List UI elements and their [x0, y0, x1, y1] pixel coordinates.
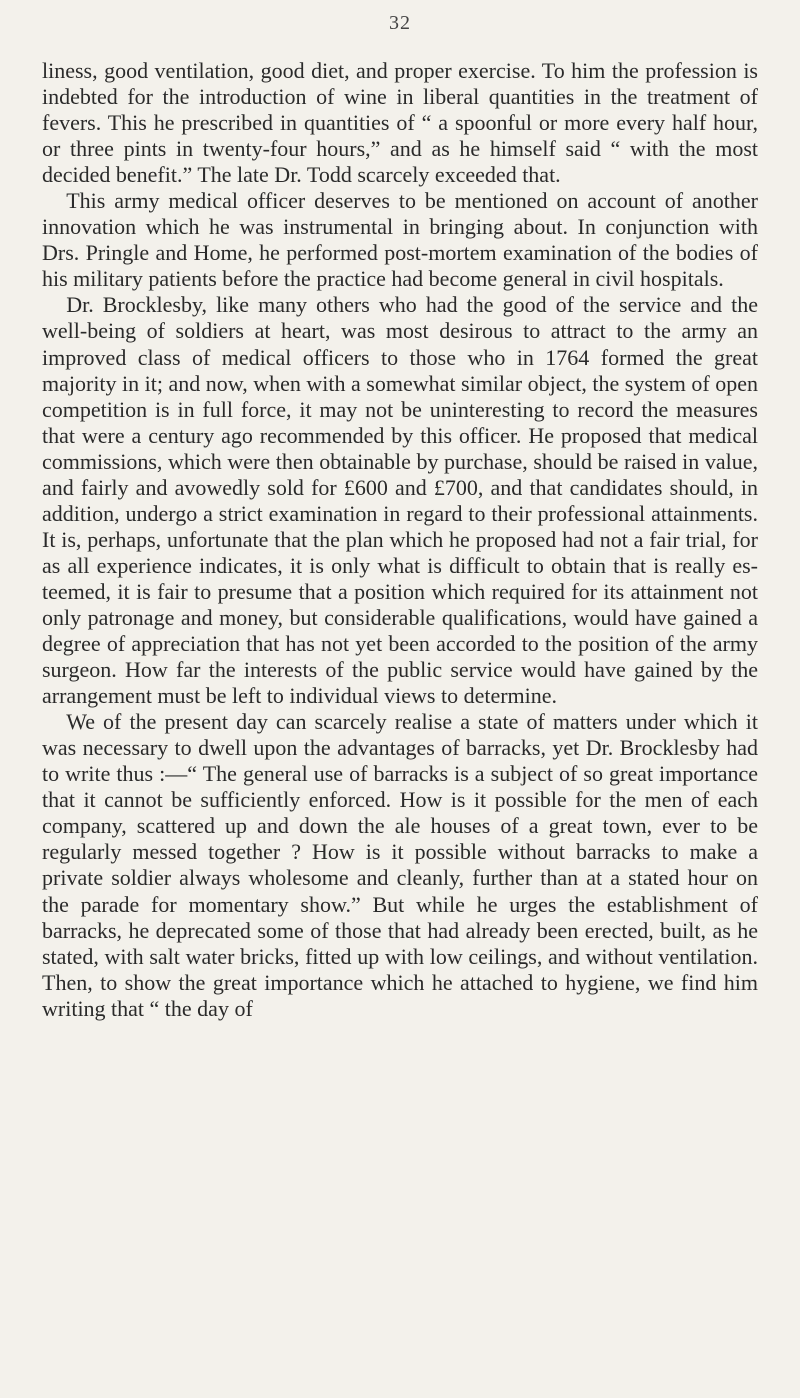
- body-text: [42, 58, 758, 1022]
- paragraph-barracks: We of the present day can scarcely realise a state of matters under which it was necessary to dwell upon the advantages of barracks, yet Dr. Brocklesby had to write thus :—“ The general use of barracks is a subject of so great importance that it cannot be sufficiently enforced. How is it possible for the men of each company, scattered up and down the ale houses of a great town, ever to be regularly messed together ? How is it possible without barracks to make a private soldier always wholesome and cleanly, further than at a stated hour on the parade for momentary show.” But while he urges the establishment of barracks, he deprecated some of those that had already been erected, built, as he stated, with salt water bricks, fitted up with low ceilings, and without ventilation. Then, to show the great importance which he attached to hygiene, we find him writing that “ the day of: [42, 709, 758, 1021]
- paragraph-brocklesby: Dr. Brocklesby, like many others who had the good of the service and the well-being of soldiers at heart, was most desirous to attract to the army an improved class of medical officers to those who in 1764 formed the great majority in it; and now, when with a somewhat similar object, the system of open competition is in full force, it may not be uninteresting to record the measures that were a century ago recommended by this officer. He proposed that medical commissions, which were then obtainable by purchase, should be raised in value, and fairly and avowedly sold for £600 and £700, and that candidates should, in addition, undergo a strict examination in regard to their professional attainments. It is, perhaps, unfortunate that the plan which he proposed had not a fair trial, for as all experience indicates, it is only what is difficult to obtain that is really esteemed, it is fair to presume that a position which required for its attainment not only patronage and money, but considerable qualifications, would have gained a degree of appreciation that has not yet been accorded to the position of the army surgeon. How far the interests of the public service would have gained by the arrangement must be left to individual views to determine.: [42, 292, 758, 709]
- paragraph-continuation: liness, good ventilation, good diet, and proper exercise. To him the profession is indebted for the introduction of wine in liberal quantities in the treatment of fevers. This he prescribed in quantities of “ a spoonful or more every half hour, or three pints in twenty-four hours,” and as he himself said “ with the most decided benefit.” The late Dr. Todd scarcely exceeded that.: [42, 58, 758, 188]
- page-number: 32: [389, 12, 411, 34]
- paragraph-innovation: This army medical officer deserves to be mentioned on account of another innovation which he was instrumental in bringing about. In conjunction with Drs. Pringle and Home, he performed post-mortem examination of the bodies of his military patients before the practice had become general in civil hospitals.: [42, 188, 758, 292]
